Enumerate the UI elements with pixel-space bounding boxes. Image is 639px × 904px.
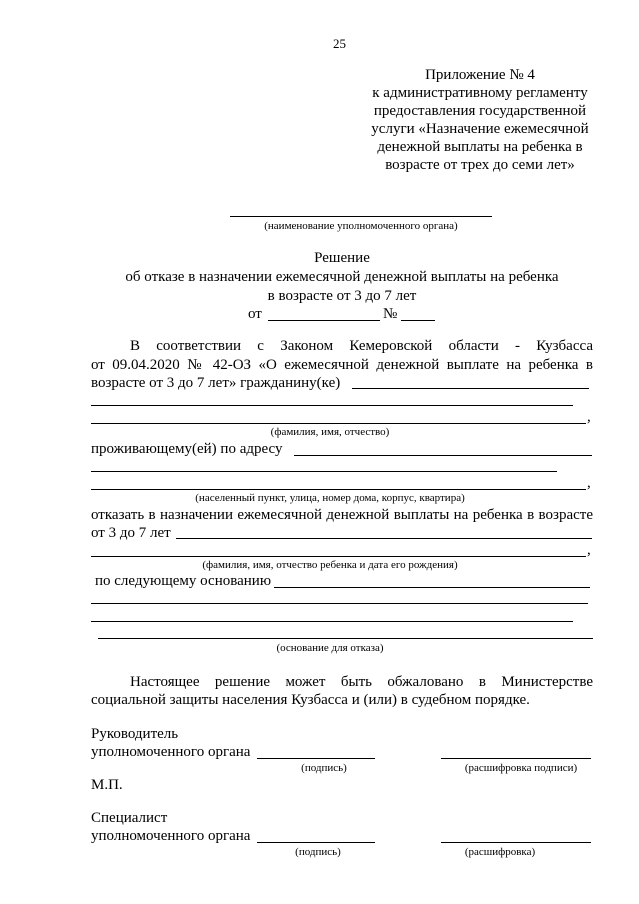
citizen-name-field-2[interactable] [91,405,573,406]
authority-caption: (наименование уполномоченного органа) [264,220,458,232]
fio-caption: (фамилия, имя, отчество) [270,426,390,438]
date-field[interactable] [268,320,380,321]
appendix-line: предоставления государственной [373,103,587,119]
stamp-label: М.П. [91,777,123,793]
refusal-line2: от 3 до 7 лет [91,525,171,541]
decision-heading: Решение [314,250,370,266]
appendix-line: денежной выплаты на ребенка в [377,139,583,155]
appendix-block [355,66,605,174]
authority-blank-line[interactable] [230,216,492,217]
basis-field-3[interactable] [91,621,573,622]
appendix-line: к административному регламенту [372,85,588,101]
appendix-line: Приложение № 4 [425,67,535,83]
basis-field-2[interactable] [91,603,588,604]
head-decode-field[interactable] [441,758,591,759]
head-title: Руководитель [91,726,179,742]
citizen-name-field-3[interactable] [91,423,586,424]
specialist-decode-caption: (расшифровка) [464,846,536,858]
decision-title-line2: в возрасте от 3 до 7 лет [267,288,417,304]
refusal-line1: отказать в назначении ежемесячной денежной выплаты на ребенка в возрасте [91,507,593,523]
paragraph-line: В соответствии с Законом Кемеровской области - Кузбасса [130,338,593,354]
residing-label: проживающему(ей) по адресу [91,441,283,457]
basis-field-4[interactable] [98,638,593,639]
specialist-signature-field[interactable] [257,842,375,843]
basis-label: по следующему основанию [95,573,272,589]
child-caption: (фамилия, имя, отчество ребенка и дата его рождения) [202,559,458,571]
child-field[interactable] [176,538,592,539]
child-field-2[interactable] [91,556,586,557]
basis-field[interactable] [274,587,590,588]
comma: , [587,542,591,558]
address-field[interactable] [294,455,592,456]
page-number: 25 [333,36,346,51]
number-label: № [383,306,398,322]
address-field-3[interactable] [91,489,586,490]
specialist-signature-caption: (подпись) [295,846,341,858]
paragraph-line: возрасте от 3 до 7 лет» гражданину(ке) [91,375,341,391]
decision-title-line1: об отказе в назначении ежемесячной денежной выплаты на ребенка [125,269,559,285]
head-decode-caption: (расшифровка подписи) [464,762,578,774]
address-field-2[interactable] [91,471,557,472]
appendix-line: возрасте от трех до семи лет» [385,157,575,173]
paragraph-line: от 09.04.2020 № 42-ОЗ «О ежемесячной денежной выплате на ребенка в [91,357,593,373]
basis-caption: (основание для отказа) [276,642,384,654]
address-caption: (населенный пункт, улица, номер дома, корпус, квартира) [195,492,465,504]
head-org: уполномоченного органа [91,744,251,760]
citizen-name-field[interactable] [352,388,589,389]
comma: , [587,475,591,491]
specialist-title: Специалист [91,810,168,826]
specialist-decode-field[interactable] [441,842,591,843]
head-signature-caption: (подпись) [301,762,347,774]
appeal-line2: социальной защиты населения Кузбасса и (или) в судебном порядке. [91,692,530,708]
specialist-org: уполномоченного органа [91,828,251,844]
number-field[interactable] [401,320,435,321]
appendix-line: услуги «Назначение ежемесячной [371,121,589,137]
head-signature-field[interactable] [257,758,375,759]
appeal-line1: Настоящее решение может быть обжаловано в Министерстве [130,674,593,690]
comma: , [587,409,591,425]
date-label: от [248,306,262,322]
